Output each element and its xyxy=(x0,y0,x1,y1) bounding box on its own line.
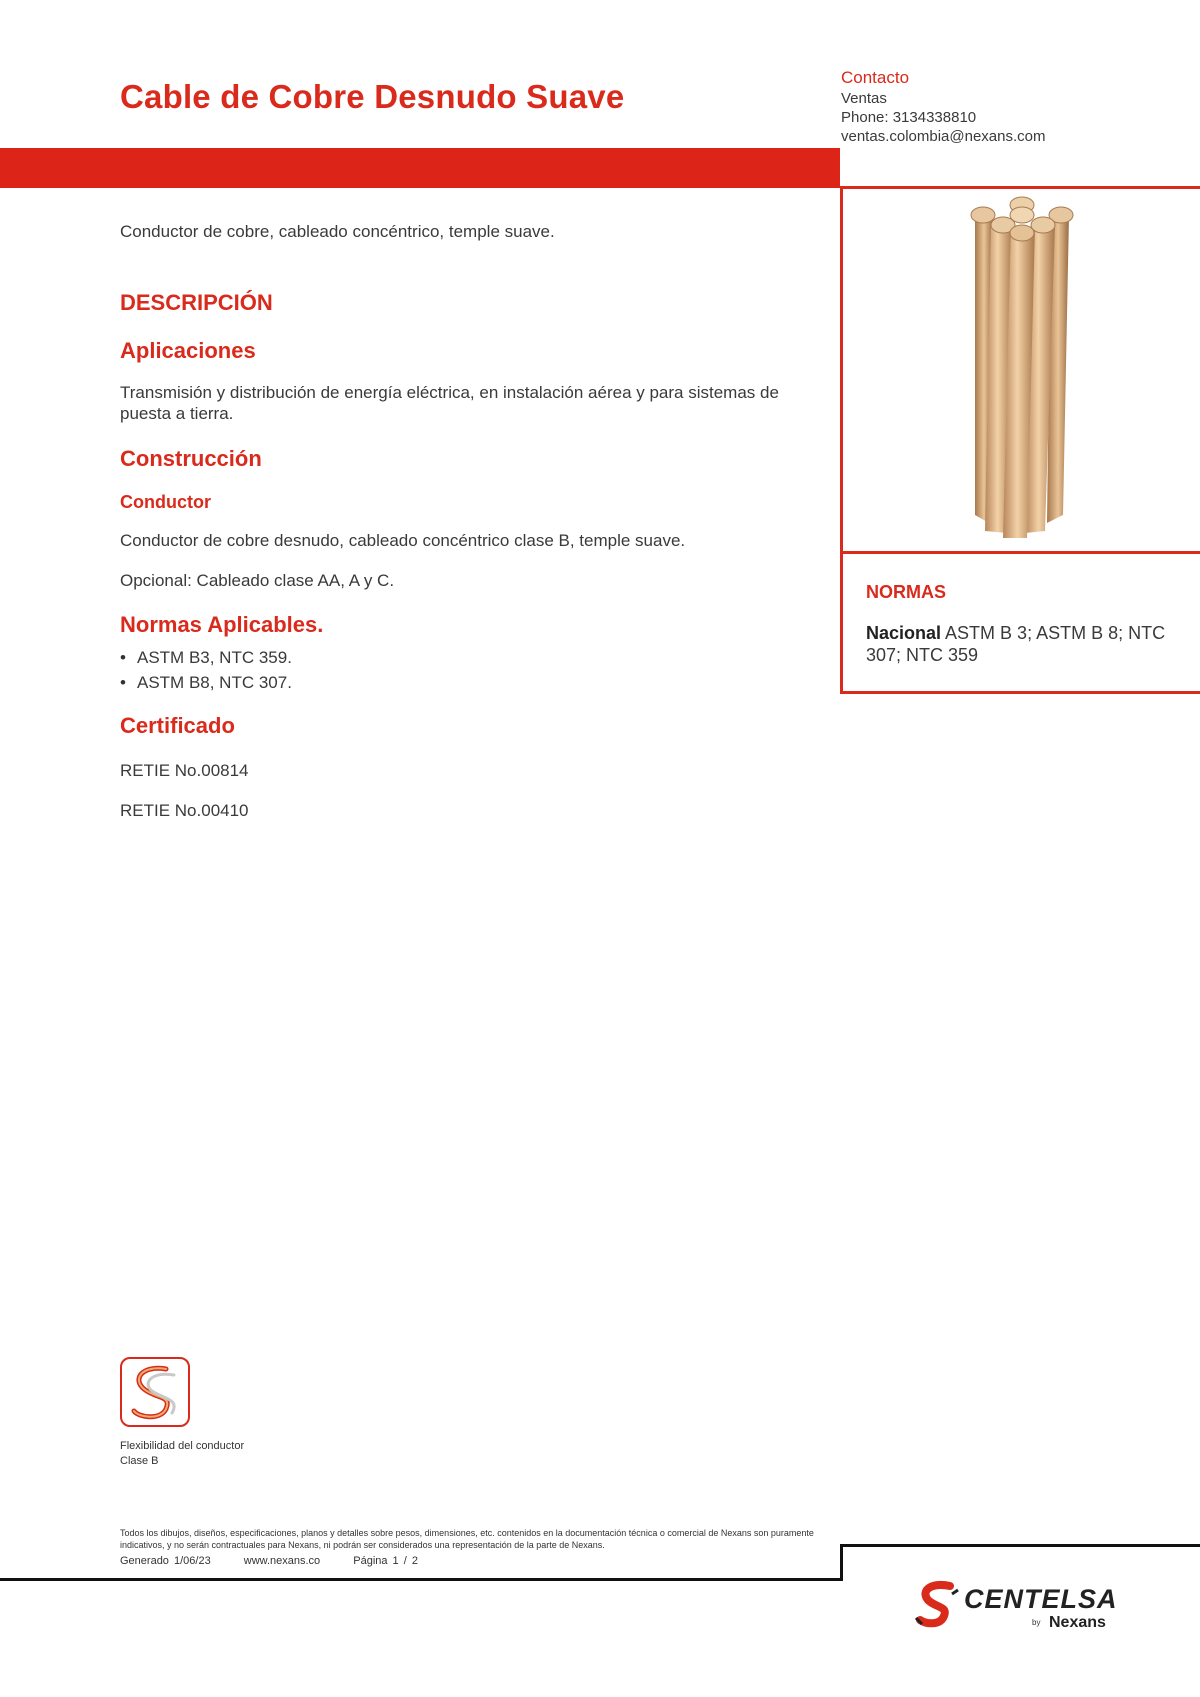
footer-website[interactable]: www.nexans.co xyxy=(243,1555,321,1567)
contact-heading: Contacto xyxy=(841,68,910,87)
header-band xyxy=(0,148,840,188)
normas-heading: NORMAS xyxy=(866,582,946,602)
brand-parent: Nexans xyxy=(1049,1614,1106,1631)
footer-rule-top xyxy=(840,1544,1200,1547)
centelsa-mark-icon xyxy=(914,1580,960,1630)
footer-generated: Generado 1/06/23 xyxy=(120,1555,211,1567)
footer-meta xyxy=(120,1555,446,1567)
conductor-heading: Conductor xyxy=(120,492,211,512)
description-heading: DESCRIPCIÓN xyxy=(120,290,273,315)
optional-text: Opcional: Cableado clase AA, A y C. xyxy=(120,571,395,590)
flexibility-value: Clase B xyxy=(120,1455,159,1467)
sidebar-box xyxy=(840,186,1200,694)
certificate-item: RETIE No.00410 xyxy=(120,801,249,820)
contact-dept: Ventas xyxy=(841,90,887,107)
normas-nacional xyxy=(866,622,1166,666)
intro-text: Conductor de cobre, cableado concéntrico, temple suave. xyxy=(120,222,555,241)
footer-rule-vertical xyxy=(840,1544,843,1581)
brand-name: CENTELSA xyxy=(964,1584,1118,1614)
product-title: Cable de Cobre Desnudo Suave xyxy=(120,78,625,115)
conductor-text: Conductor de cobre desnudo, cableado concéntrico clase B, temple suave. xyxy=(120,531,686,550)
certificate-item: RETIE No.00814 xyxy=(120,761,249,780)
flexibility-title: Flexibilidad del conductor xyxy=(120,1440,245,1452)
certificate-heading: Certificado xyxy=(120,713,235,738)
contact-block xyxy=(841,68,1046,146)
nacional-label: Nacional xyxy=(866,623,942,643)
sidebar-divider xyxy=(843,551,1200,554)
flexibility-icon xyxy=(120,1357,190,1427)
brand-by: by xyxy=(1032,1618,1041,1627)
applications-heading: Aplicaciones xyxy=(120,338,256,363)
footer-page: Página 1 / 2 xyxy=(353,1555,418,1567)
footer-rule xyxy=(0,1578,842,1581)
applications-text: Transmisión y distribución de energía eléctrica, en instalación aérea y para sistemas de puesta a tierra. xyxy=(120,383,779,423)
brand-logo xyxy=(914,1580,1124,1640)
list-item: • ASTM B3, NTC 359. xyxy=(120,645,292,670)
contact-phone: Phone: 3134338810 xyxy=(841,109,977,126)
list-item: • ASTM B8, NTC 307. xyxy=(120,670,292,695)
nacional-value: ASTM B 3; ASTM B 8; NTC 307; NTC 359 xyxy=(866,623,1166,665)
contact-email[interactable]: ventas.colombia@nexans.com xyxy=(841,128,1046,145)
standards-list xyxy=(120,645,292,695)
flexibility-label xyxy=(120,1439,244,1469)
footer-disclaimer: Todos los dibujos, diseños, especificaciones, planos y detalles sobre pesos, dimensiones, etc. contenidos en la documentación técnica o comercial de Nexans son puramente indicativos, y no serán contractuales para Nexans, ni podrán ser considerados una representación de la parte de Nexans. xyxy=(120,1528,814,1550)
construction-heading: Construcción xyxy=(120,446,262,471)
standards-heading: Normas Aplicables. xyxy=(120,612,324,637)
cable-product-image xyxy=(963,193,1083,543)
